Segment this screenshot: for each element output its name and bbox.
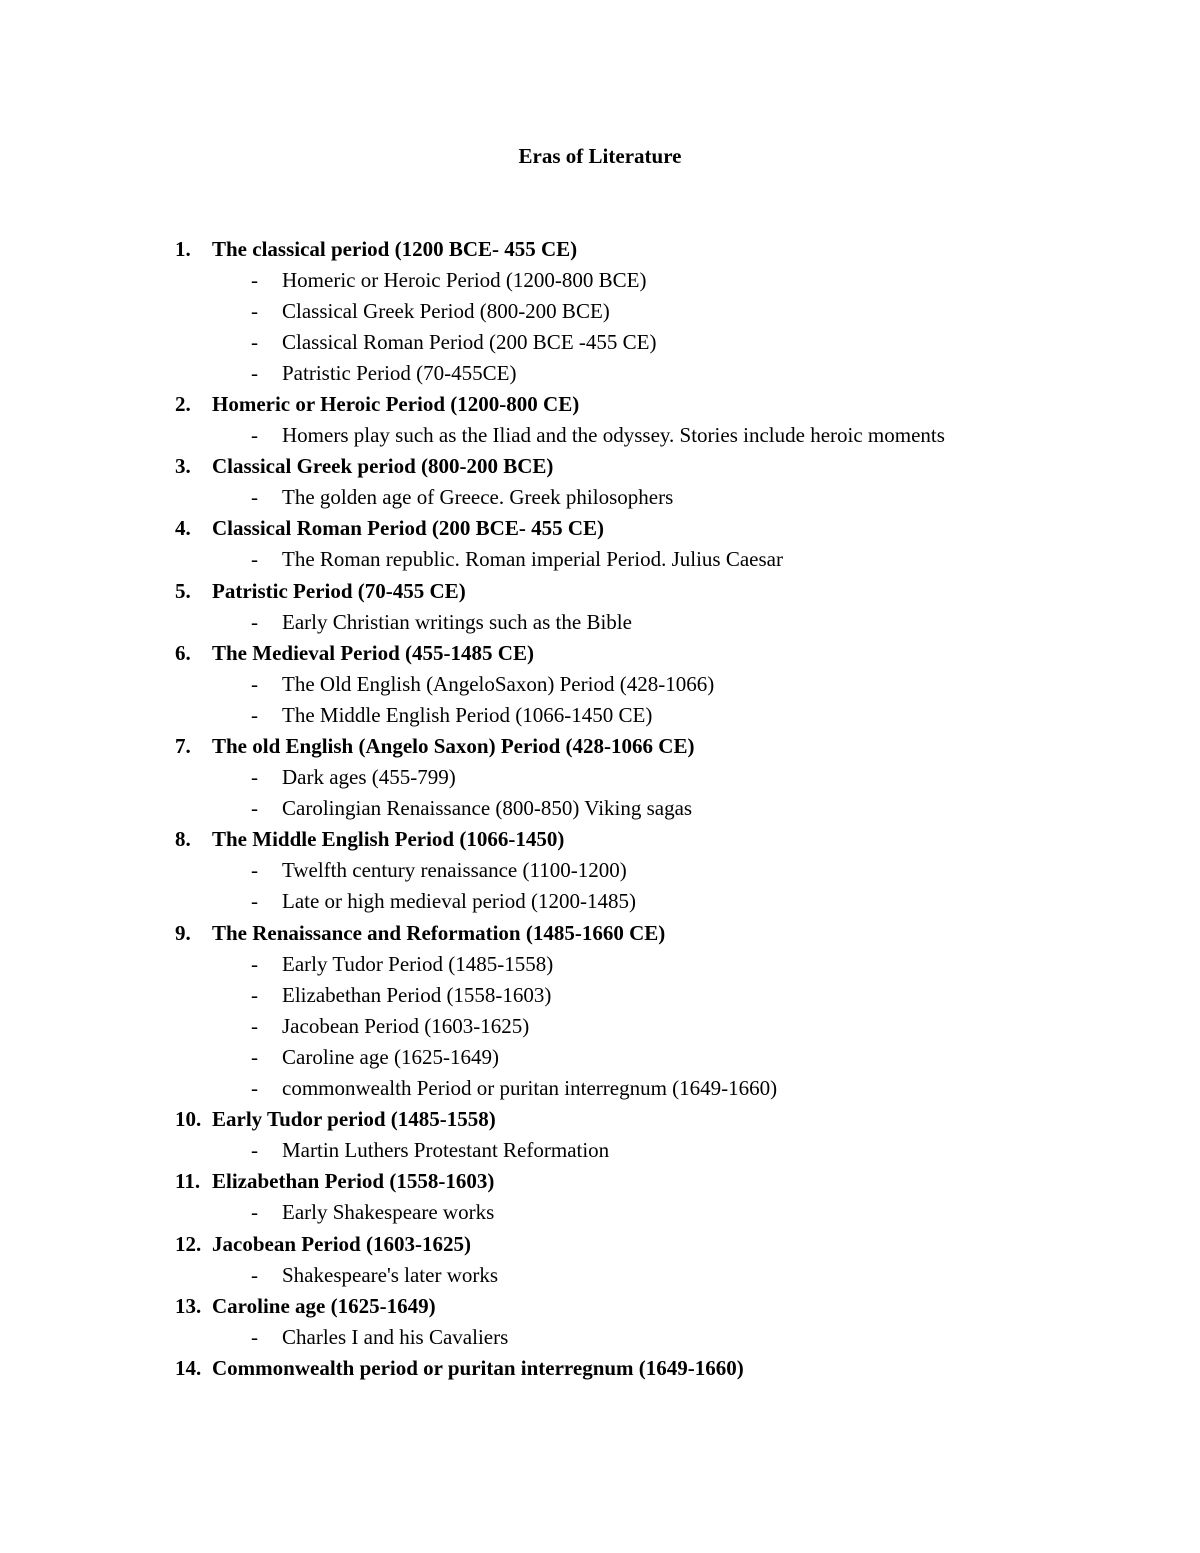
item-heading: Homeric or Heroic Period (1200-800 CE) — [212, 391, 580, 416]
sub-item-text: Early Christian writings such as the Bible — [282, 609, 632, 634]
list-item — [0, 513, 1200, 544]
sub-item-text: Jacobean Period (1603-1625) — [282, 1013, 530, 1038]
sub-item — [0, 420, 1200, 451]
item-number: 6. — [175, 640, 191, 665]
sub-item-text: The Middle English Period (1066-1450 CE) — [282, 702, 653, 727]
dash-bullet: - — [251, 1324, 258, 1349]
item-number: 3. — [175, 454, 191, 479]
item-heading: Patristic Period (70-455 CE) — [212, 578, 466, 603]
item-number: 4. — [175, 516, 191, 541]
dash-bullet: - — [251, 267, 258, 292]
list-item — [0, 1291, 1200, 1322]
list-item — [0, 1104, 1200, 1135]
sub-item — [0, 762, 1200, 793]
sub-item — [0, 1135, 1200, 1166]
sub-item-text: Martin Luthers Protestant Reformation — [282, 1138, 610, 1163]
item-number: 2. — [175, 391, 191, 416]
sub-item — [0, 358, 1200, 389]
dash-bullet: - — [251, 796, 258, 821]
sub-item-text: Caroline age (1625-1649) — [282, 1044, 499, 1069]
sub-item — [0, 1260, 1200, 1291]
sub-item — [0, 793, 1200, 824]
sub-item — [0, 1042, 1200, 1073]
list-item — [0, 451, 1200, 482]
item-heading: Classical Roman Period (200 BCE- 455 CE) — [212, 516, 604, 541]
sub-item-text: Classical Roman Period (200 BCE -455 CE) — [282, 329, 657, 354]
list-item — [0, 731, 1200, 762]
item-heading: The Renaissance and Reformation (1485-1660 CE) — [212, 920, 666, 945]
sub-item — [0, 1322, 1200, 1353]
item-heading: Jacobean Period (1603-1625) — [212, 1231, 471, 1256]
sub-item-text: The golden age of Greece. Greek philosophers — [282, 485, 674, 510]
sub-item-text: The Roman republic. Roman imperial Period. Julius Caesar — [282, 547, 783, 572]
dash-bullet: - — [251, 485, 258, 510]
dash-bullet: - — [251, 702, 258, 727]
sub-item-text: Early Tudor Period (1485-1558) — [282, 951, 554, 976]
list-item — [0, 918, 1200, 949]
dash-bullet: - — [251, 1262, 258, 1287]
item-number: 12. — [175, 1231, 202, 1256]
list-item — [0, 1353, 1200, 1384]
list-item — [0, 234, 1200, 265]
sub-item — [0, 265, 1200, 296]
item-number: 11. — [175, 1169, 201, 1194]
sub-item-text: The Old English (AngeloSaxon) Period (428-1066) — [282, 671, 715, 696]
dash-bullet: - — [251, 1138, 258, 1163]
dash-bullet: - — [251, 951, 258, 976]
sub-item-text: Shakespeare's later works — [282, 1262, 499, 1287]
item-number: 9. — [175, 920, 191, 945]
item-number: 13. — [175, 1293, 202, 1318]
list-item — [0, 1229, 1200, 1260]
item-number: 10. — [175, 1107, 202, 1132]
dash-bullet: - — [251, 1076, 258, 1101]
item-number: 1. — [175, 236, 191, 261]
sub-item — [0, 607, 1200, 638]
item-heading: The Medieval Period (455-1485 CE) — [212, 640, 534, 665]
sub-item-text: Twelfth century renaissance (1100-1200) — [282, 858, 627, 883]
dash-bullet: - — [251, 329, 258, 354]
eras-list — [0, 234, 1200, 1384]
dash-bullet: - — [251, 609, 258, 634]
sub-item-text: Charles I and his Cavaliers — [282, 1324, 509, 1349]
item-heading: Classical Greek period (800-200 BCE) — [212, 454, 554, 479]
sub-item-text: Homeric or Heroic Period (1200-800 BCE) — [282, 267, 647, 292]
sub-item — [0, 544, 1200, 575]
sub-item-text: Carolingian Renaissance (800-850) Viking sagas — [282, 796, 693, 821]
dash-bullet: - — [251, 1044, 258, 1069]
dash-bullet: - — [251, 1013, 258, 1038]
item-number: 8. — [175, 827, 191, 852]
dash-bullet: - — [251, 889, 258, 914]
sub-item-text: Early Shakespeare works — [282, 1200, 495, 1225]
sub-item — [0, 886, 1200, 917]
sub-item-text: Classical Greek Period (800-200 BCE) — [282, 298, 610, 323]
sub-item-text: Dark ages (455-799) — [282, 765, 456, 790]
sub-item — [0, 700, 1200, 731]
item-heading: Commonwealth period or puritan interregnum (1649-1660) — [212, 1355, 744, 1380]
dash-bullet: - — [251, 982, 258, 1007]
list-item — [0, 824, 1200, 855]
dash-bullet: - — [251, 1200, 258, 1225]
list-item — [0, 1166, 1200, 1197]
sub-item — [0, 1011, 1200, 1042]
sub-item-text: Late or high medieval period (1200-1485) — [282, 889, 636, 914]
dash-bullet: - — [251, 671, 258, 696]
item-heading: Caroline age (1625-1649) — [212, 1293, 436, 1318]
list-item — [0, 576, 1200, 607]
dash-bullet: - — [251, 547, 258, 572]
dash-bullet: - — [251, 360, 258, 385]
dash-bullet: - — [251, 765, 258, 790]
document-title: Eras of Literature — [518, 144, 682, 168]
sub-item — [0, 669, 1200, 700]
sub-item — [0, 1197, 1200, 1228]
sub-item — [0, 855, 1200, 886]
item-number: 14. — [175, 1355, 202, 1380]
sub-item — [0, 980, 1200, 1011]
dash-bullet: - — [251, 298, 258, 323]
sub-item-text: Patristic Period (70-455CE) — [282, 360, 517, 385]
item-heading: Early Tudor period (1485-1558) — [212, 1107, 496, 1132]
item-number: 7. — [175, 734, 191, 758]
item-number: 5. — [175, 578, 191, 603]
item-heading: The old English (Angelo Saxon) Period (428-1066 CE) — [212, 734, 695, 758]
item-heading: The Middle English Period (1066-1450) — [212, 827, 565, 852]
sub-item-text: commonwealth Period or puritan interregnum (1649-1660) — [282, 1076, 778, 1101]
sub-item-text: Elizabethan Period (1558-1603) — [282, 982, 552, 1007]
item-heading: Elizabethan Period (1558-1603) — [212, 1169, 495, 1194]
item-heading: The classical period (1200 BCE- 455 CE) — [212, 236, 578, 261]
sub-item — [0, 327, 1200, 358]
dash-bullet: - — [251, 423, 258, 448]
sub-item — [0, 482, 1200, 513]
list-item — [0, 389, 1200, 420]
list-item — [0, 638, 1200, 669]
sub-item — [0, 949, 1200, 980]
sub-item-text: Homers play such as the Iliad and the odyssey. Stories include heroic moments — [282, 423, 945, 448]
sub-item — [0, 296, 1200, 327]
dash-bullet: - — [251, 858, 258, 883]
sub-item — [0, 1073, 1200, 1104]
